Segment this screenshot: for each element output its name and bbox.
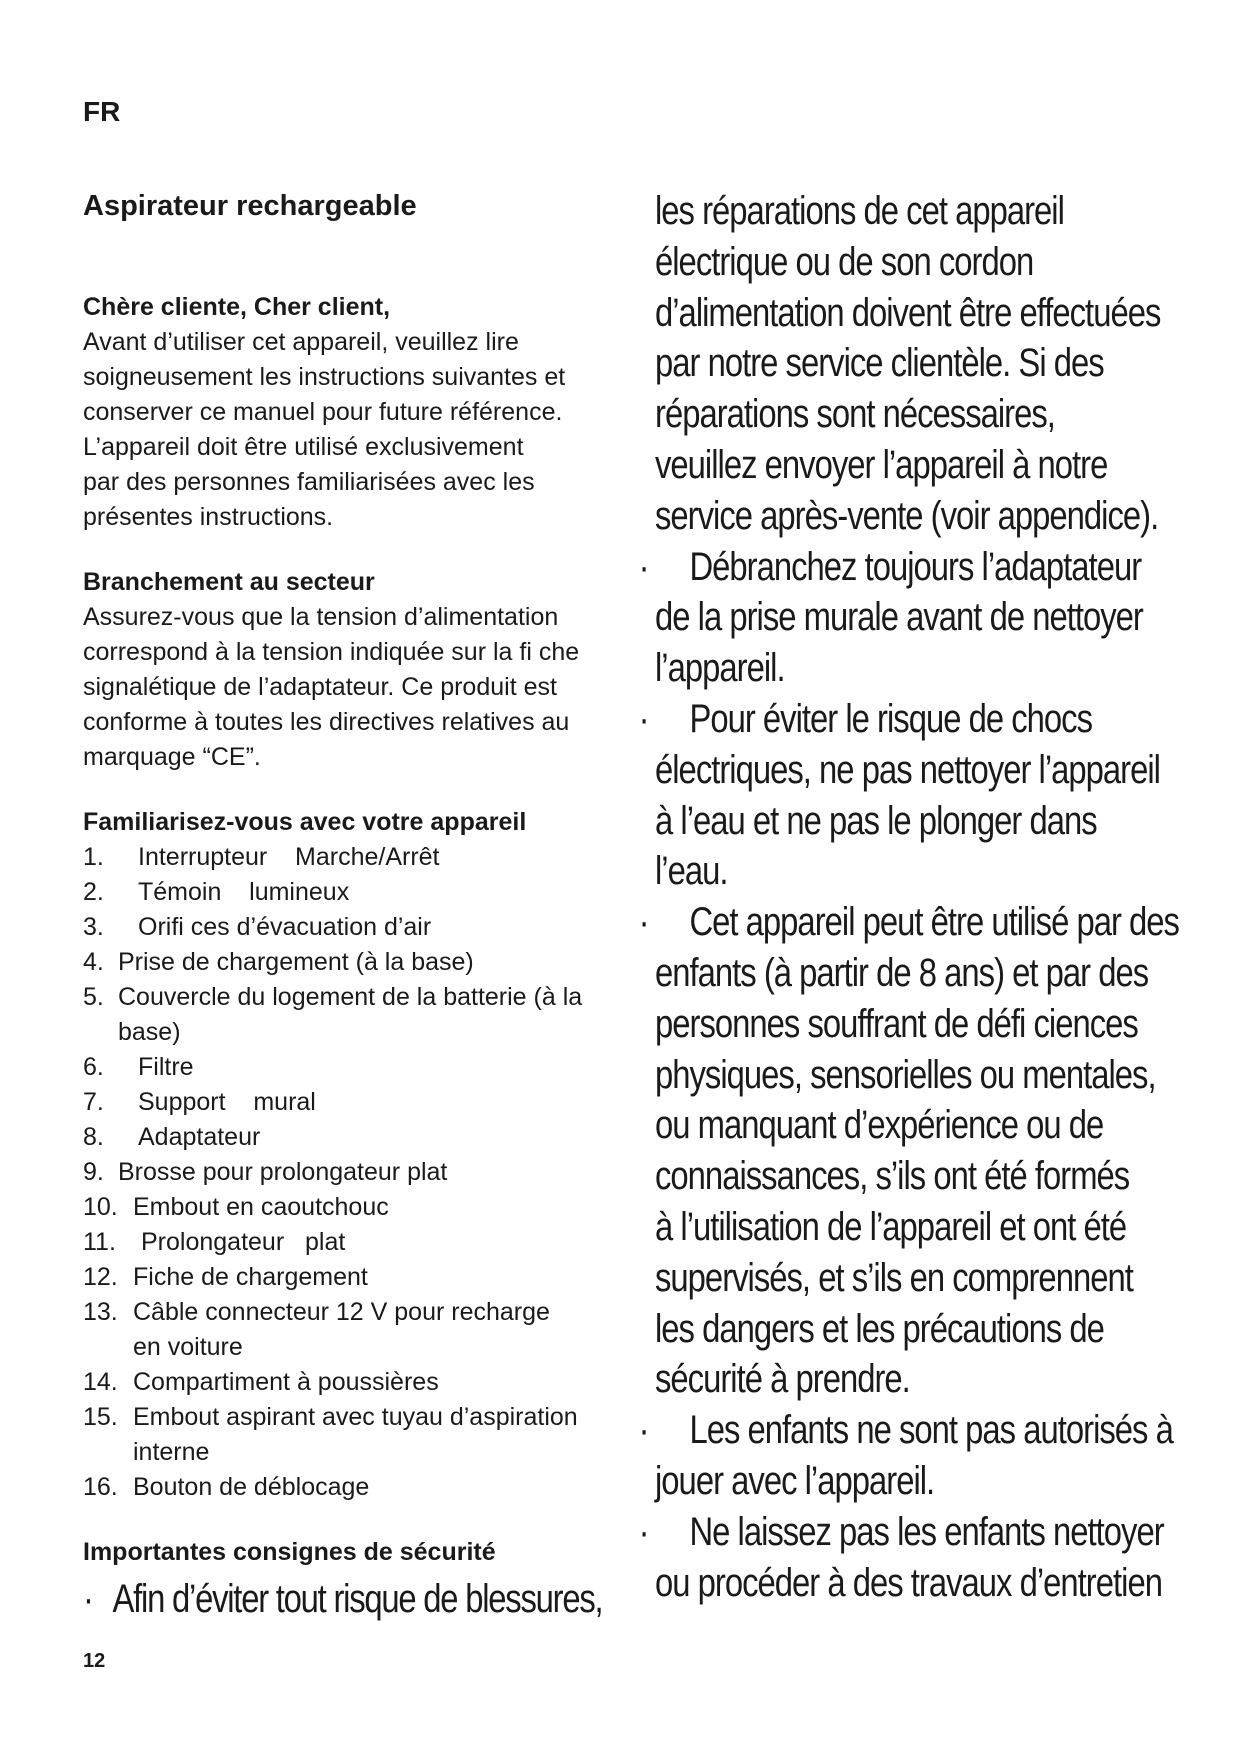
cont-line: les réparations de cet appareil (655, 189, 1064, 233)
list-item (83, 1470, 643, 1505)
cont-line: réparations sont nécessaires, (655, 392, 1055, 437)
bullet-first-line: Débranchez toujours l’adaptateur (689, 544, 1142, 589)
item-number: 2. (83, 878, 104, 906)
power-line: conforme à toutes les directives relatives au (83, 708, 570, 736)
bullet-mark: · (638, 1509, 649, 1554)
safety-bullet (638, 1507, 1229, 1609)
safety-bullet (638, 542, 1229, 694)
power-text (83, 600, 643, 775)
power-line: correspond à la tension indiquée sur la fi che (83, 638, 580, 666)
list-item (83, 1050, 643, 1085)
list-item (83, 875, 643, 910)
item-number: 8. (83, 1123, 104, 1151)
list-item (83, 1365, 643, 1400)
bullet-mark: · (638, 696, 649, 741)
intro-line: par des personnes familiarisées avec les (83, 468, 535, 496)
bullet-line: les dangers et les précautions de (655, 1306, 1104, 1351)
item-text: Fiche de chargement (133, 1263, 368, 1291)
cont-line: par notre service clientèle. Si des (655, 341, 1104, 386)
cont-line: veuillez envoyer l’appareil à notre (655, 442, 1108, 487)
intro-line: Avant d’utiliser cet appareil, veuillez lire (83, 328, 519, 356)
list-item (83, 1155, 643, 1190)
bullet-mark: · (83, 1577, 93, 1621)
parts-list (83, 840, 643, 1505)
bullet-line: sécurité à prendre. (655, 1357, 910, 1402)
power-heading: Branchement au secteur (83, 568, 375, 596)
item-number: 10. (83, 1193, 118, 1221)
left-column (83, 188, 643, 1624)
item-text: Adaptateur (138, 1123, 261, 1151)
item-number: 11. (83, 1228, 116, 1256)
power-line: signalétique de l’adaptateur. Ce produit est (83, 673, 557, 701)
cont-line: électrique ou de son cordon (655, 239, 1034, 284)
list-item (83, 1120, 643, 1155)
item-number: 3. (83, 913, 104, 941)
item-number: 4. (83, 948, 104, 976)
bullet-line: de la prise murale avant de nettoyer (655, 595, 1143, 640)
item-text: Orifi ces d’évacuation d’air (138, 913, 432, 941)
item-text: Embout aspirant avec tuyau d’aspiration interne (133, 1403, 578, 1466)
item-text: Support mural (138, 1088, 316, 1116)
power-line: marquage “CE”. (83, 743, 261, 771)
list-item (83, 980, 643, 1050)
item-text: Brosse pour prolongateur plat (118, 1158, 448, 1186)
intro-heading: Chère cliente, Cher client, (83, 293, 391, 321)
item-text: Câble connecteur 12 V pour recharge en voiture (133, 1298, 550, 1361)
list-item (83, 1400, 643, 1470)
item-number: 13. (83, 1298, 118, 1326)
item-number: 5. (83, 983, 104, 1011)
list-item (83, 1260, 643, 1295)
item-text: Interrupteur Marche/Arrêt (138, 843, 440, 871)
item-text: Bouton de déblocage (133, 1473, 370, 1501)
bullet-mark: · (638, 900, 649, 945)
bullet-line: électriques, ne pas nettoyer l’appareil (655, 747, 1160, 792)
bullet-line: supervisés, et s’ils en comprennent (655, 1255, 1133, 1300)
parts-heading: Familiarisez-vous avec votre appareil (83, 808, 527, 836)
document-title: Aspirateur rechargeable (83, 190, 417, 222)
list-item (83, 945, 643, 980)
safety-bullet (638, 1405, 1229, 1507)
item-number: 16. (83, 1473, 118, 1501)
safety-first-bullet (83, 1574, 603, 1624)
bullet-first-line: Pour éviter le risque de chocs (689, 696, 1093, 741)
list-item (83, 1295, 643, 1365)
safety-heading: Importantes consignes de sécurité (83, 1538, 496, 1566)
intro-text (83, 325, 643, 535)
item-number: 7. (83, 1088, 104, 1116)
item-number: 15. (83, 1403, 118, 1431)
cont-line: service après-vente (voir appendice). (655, 493, 1159, 538)
bullet-first-line: Ne laissez pas les enfants nettoyer (689, 1509, 1164, 1554)
item-text: Compartiment à poussières (133, 1368, 439, 1396)
intro-line: présentes instructions. (83, 503, 334, 531)
item-text: Témoin lumineux (138, 878, 350, 906)
list-item (83, 910, 643, 945)
bullet-first-line: Cet appareil peut être utilisé par des (689, 900, 1179, 945)
cont-line: d’alimentation doivent être effectuées (655, 290, 1161, 335)
item-number: 1. (83, 843, 104, 871)
bullet-line: connaissances, s’ils ont été formés (655, 1154, 1130, 1199)
bullet-line: physiques, sensorielles ou mentales, (655, 1052, 1156, 1097)
intro-line: soigneusement les instructions suivantes et (83, 363, 566, 391)
page-number: 12 (83, 1650, 106, 1672)
bullet-mark: · (638, 1408, 649, 1453)
bullet-line: l’eau. (655, 849, 728, 894)
language-label: FR (83, 96, 121, 127)
bullet-line: ou procéder à des travaux d’entretien (655, 1560, 1162, 1605)
item-number: 6. (83, 1053, 104, 1081)
list-item (83, 1085, 643, 1120)
list-item (83, 840, 643, 875)
safety-bullet (638, 694, 1229, 897)
item-text: Prolongateur plat (141, 1228, 346, 1256)
item-number: 9. (83, 1158, 104, 1186)
item-text: Filtre (138, 1053, 194, 1081)
intro-line: L’appareil doit être utilisé exclusivement (83, 433, 524, 461)
item-text: Embout en caoutchouc (133, 1193, 389, 1221)
bullet-line: à l’eau et ne pas le plonger dans (655, 798, 1097, 843)
safety-bullet (638, 897, 1229, 1405)
intro-line: conserver ce manuel pour future référence. (83, 398, 563, 426)
bullet-line: ou manquant d’expérience ou de (655, 1103, 1104, 1148)
power-line: Assurez-vous que la tension d’alimentation (83, 603, 559, 631)
right-column (638, 186, 1229, 1608)
bullet-line: à l’utilisation de l’appareil et ont été (655, 1204, 1127, 1249)
item-text: Couvercle du logement de la batterie (à la base) (118, 983, 583, 1046)
bullet-line: enfants (à partir de 8 ans) et par des (655, 950, 1149, 995)
item-number: 14. (83, 1368, 118, 1396)
bullet-first-line: Les enfants ne sont pas autorisés à (689, 1408, 1173, 1453)
list-item (83, 1190, 643, 1225)
bullet-line: jouer avec l’appareil. (655, 1458, 935, 1503)
item-number: 12. (83, 1263, 118, 1291)
bullet-line: l’appareil. (655, 646, 785, 691)
item-text: Prise de chargement (à la base) (118, 948, 474, 976)
bullet-text: Afin d’éviter tout risque de blessures, (112, 1577, 603, 1621)
list-item (83, 1225, 643, 1260)
bullet-line: personnes souffrant de défi ciences (655, 1001, 1138, 1046)
bullet-mark: · (638, 544, 649, 589)
